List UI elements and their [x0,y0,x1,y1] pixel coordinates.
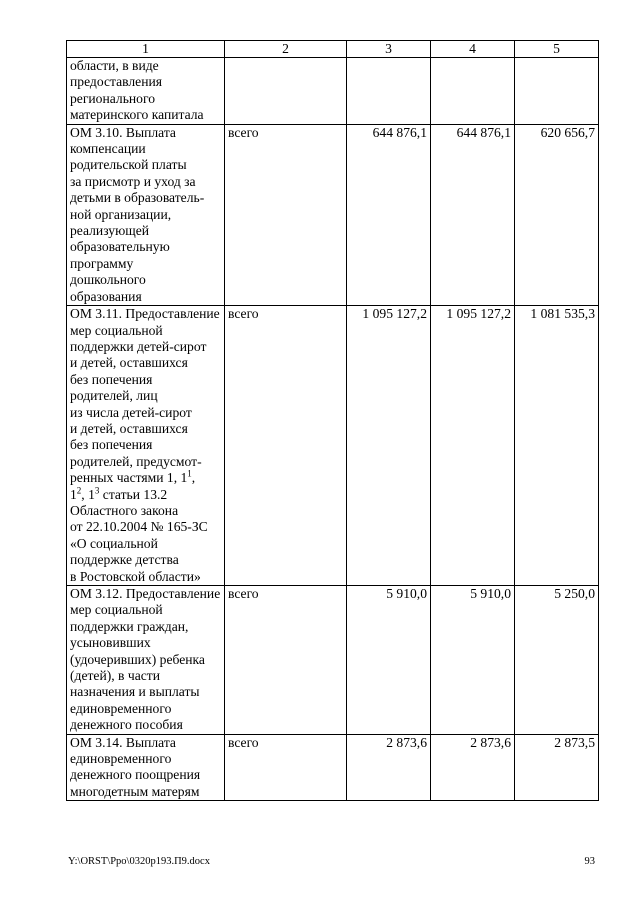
description-line: реализующей [70,223,150,239]
description-line: регионального [70,90,155,106]
description-line: денежного пособия [70,717,183,733]
description-line: дошкольного [70,272,146,288]
description-line: родителей, предусмот- [70,453,202,469]
description-line: из числа детей-сирот [70,404,192,420]
value-col4-cell: 5 910,0 [431,586,515,735]
description-line: и детей, оставшихся [70,355,188,371]
budget-table [66,40,599,801]
value-col5-cell: 5 250,0 [515,586,599,735]
value-col4-cell: 1 095 127,2 [431,306,515,586]
description-line: (удочеривших) ребенка [70,651,205,667]
table-header-row [67,41,599,58]
description-line: мер социальной [70,602,163,618]
row-description [67,124,225,305]
description-line: области, в виде [70,58,159,73]
description-line: денежного поощрения [70,767,201,783]
description-line: поддержке детства [70,552,179,568]
value-col3-cell [347,58,431,125]
description-line: родителей, лиц [70,388,158,404]
description-line: единовременного [70,700,172,716]
table-row [67,306,599,586]
value-col4-cell: 2 873,6 [431,734,515,801]
row-description [67,586,225,735]
description-line: в Ростовской области» [70,568,201,584]
description-line: ОМ 3.11. Предоставление [70,306,220,322]
value-col5-cell [515,58,599,125]
value-col5-cell: 620 656,7 [515,124,599,305]
description-line: родительской платы [70,157,187,173]
description-line: детьми в образователь- [70,190,205,206]
funding-source-cell: всего [225,124,347,305]
value-col4-cell: 644 876,1 [431,124,515,305]
description-line: без попечения [70,371,153,387]
description-line: образовательную [70,239,170,255]
value-col5-cell: 1 081 535,3 [515,306,599,586]
description-line: ОМ 3.10. Выплата [70,124,176,140]
description-line: ной организации, [70,206,172,222]
value-col3-cell: 1 095 127,2 [347,306,431,586]
table-row [67,124,599,305]
value-col3-cell: 644 876,1 [347,124,431,305]
column-header-1: 1 [67,41,225,58]
description-line: единовременного [70,751,172,767]
description-line: программу [70,255,134,271]
column-header-3: 3 [347,41,431,58]
description-line: предоставления [70,74,163,90]
row-description [67,306,225,586]
description-line: «О социальной [70,535,158,551]
description-line: многодетным матерям [70,783,200,799]
description-line: (детей), в части [70,668,160,684]
description-line: ОМ 3.12. Предоставление [70,586,221,601]
description-line: ренных частями 1, $1^1$, [70,468,196,486]
superscript-index: 3 [94,485,100,496]
table-row [67,586,599,735]
description-line: мер социальной [70,322,163,338]
description-line: ОМ 3.14. Выплата [70,734,176,750]
column-header-5: 5 [515,41,599,58]
description-line-text: ренных частями 1, 1 [70,470,188,486]
funding-source-cell: всего [225,586,347,735]
table-row [67,734,599,801]
description-line: назначения и выплаты [70,684,200,700]
description-line: и детей, оставшихся [70,420,188,436]
description-line: компенсации [70,141,146,157]
row-description [67,58,225,125]
description-line: Областного закона [70,502,179,518]
value-col3-cell: 2 873,6 [347,734,431,801]
footer-file-path: Y:\ORST\Ppo\0320p193.П9.docx [68,856,210,867]
description-line: усыновивших [70,635,151,651]
description-line: без попечения [70,437,153,453]
superscript-index: 1 [187,468,192,479]
value-col5-cell: 2 873,5 [515,734,599,801]
funding-source-cell [225,58,347,125]
superscript-index: 2 [76,485,82,496]
description-line: за присмотр и уход за [70,173,196,189]
description-line: поддержки детей-сирот [70,338,207,354]
value-col3-cell: 5 910,0 [347,586,431,735]
description-line: поддержки граждан, [70,618,189,634]
value-col4-cell [431,58,515,125]
row-description [67,734,225,801]
description-line: образования [70,288,142,304]
description-line: от 22.10.2004 № 165-ЗС [70,519,208,535]
description-line: $1^2$, $1^3$ статьи 13.2 [70,485,168,502]
funding-source-cell: всего [225,734,347,801]
column-header-4: 4 [431,41,515,58]
table-row [67,58,599,125]
footer-page-number: 93 [584,856,595,867]
funding-source-cell: всего [225,306,347,586]
column-header-2: 2 [225,41,347,58]
description-line: материнского капитала [70,107,204,123]
